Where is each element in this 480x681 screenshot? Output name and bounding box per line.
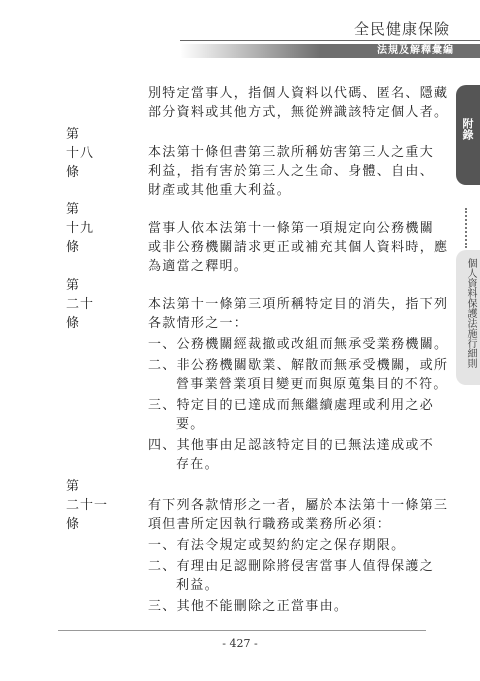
- article-line: 為適當之釋明。: [148, 259, 249, 274]
- article-suffix: 條: [66, 240, 81, 255]
- footer-rule: [58, 630, 426, 631]
- article-number: [66, 125, 116, 182]
- article-line: 財產或其他重大利益。: [148, 183, 292, 198]
- list-item-continuation: 營事業營業項目變更而與原蒐集目的不符。: [176, 377, 448, 392]
- article-line: 利益，指有害於第三人之生命、身體、自由、: [148, 164, 435, 179]
- list-item-continuation: 存在。: [176, 457, 219, 472]
- side-tab-appendix-label: 附錄: [461, 118, 474, 140]
- article-number: [66, 477, 116, 534]
- intro-line: 別特定當事人，指個人資料以代碼、匿名、隱藏: [148, 86, 449, 101]
- side-tab-divider: [465, 208, 469, 248]
- article-line: 本法第十條但書第三款所稱妨害第三人之重大: [148, 145, 435, 160]
- list-item-continuation: 利益。: [176, 578, 219, 593]
- article-suffix: 條: [66, 165, 81, 180]
- header-title: 全民健康保險: [353, 20, 450, 38]
- article-line: 或非公務機關請求更正或補充其個人資料時，應: [148, 240, 449, 255]
- list-item-continuation: 要。: [176, 417, 205, 432]
- header-subtitle: 法規及解釋彙編: [377, 45, 454, 56]
- article-num: 二十: [66, 297, 95, 312]
- header-rule: [180, 40, 480, 41]
- list-item: 三、其他不能刪除之正當事由。: [148, 599, 349, 614]
- article-line: 本法第十一條第三項所稱特定目的消失，指下列: [148, 297, 449, 312]
- list-item: 一、有法令規定或契約約定之保存期限。: [148, 538, 406, 553]
- list-item: 一、公務機關經裁撤或改組而無承受業務機關。: [148, 337, 449, 352]
- list-item: 二、非公務機關歇業、解散而無承受機關，或所: [148, 358, 449, 373]
- intro-line: 部分資料或其他方式，無從辨識該特定個人者。: [148, 105, 449, 120]
- page-number: - 427 -: [222, 637, 258, 650]
- article-line: 項但書所定因執行職務或業務所必須：: [148, 517, 392, 532]
- article-number: [66, 276, 116, 333]
- article-line: 當事人依本法第十一條第一項規定向公務機關: [148, 221, 435, 236]
- article-suffix: 條: [66, 517, 81, 532]
- article-prefix: 第: [66, 278, 81, 293]
- article-line: 有下列各款情形之一者，屬於本法第十一條第三: [148, 498, 449, 513]
- side-tab-section-label: 個人資料保護法施行細則: [465, 258, 476, 368]
- article-suffix: 條: [66, 316, 81, 331]
- article-number: [66, 200, 116, 257]
- header-bar-fade: [180, 44, 320, 58]
- article-prefix: 第: [66, 202, 81, 217]
- article-num: 十八: [66, 146, 95, 161]
- article-num: 十九: [66, 221, 95, 236]
- article-prefix: 第: [66, 479, 81, 494]
- list-item: 四、其他事由足認該特定目的已無法達成或不: [148, 438, 435, 453]
- list-item: 二、有理由足認刪除將侵害當事人值得保護之: [148, 559, 435, 574]
- article-num: 二十一: [66, 498, 109, 513]
- list-item: 三、特定目的已達成而無繼續處理或利用之必: [148, 398, 435, 413]
- article-prefix: 第: [66, 127, 81, 142]
- article-line: 各款情形之一：: [148, 316, 249, 331]
